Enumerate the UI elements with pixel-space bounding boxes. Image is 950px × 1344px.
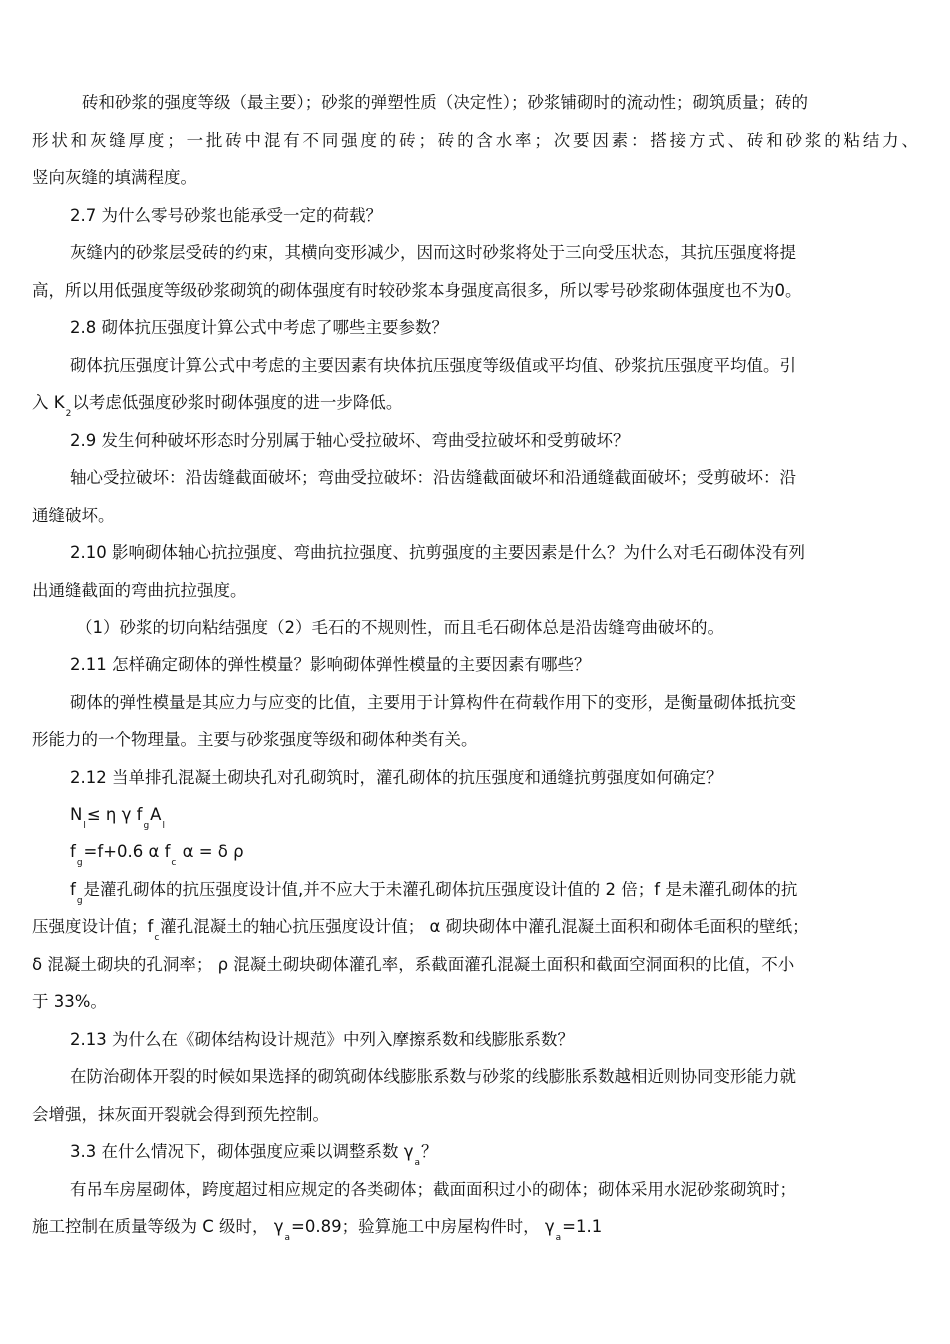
paragraph-line [70, 879, 797, 904]
text-run: α = δ ρ [177, 842, 244, 861]
subscript: c [171, 858, 177, 868]
text-run: =1.1 [562, 1217, 603, 1236]
text-run: ？ [421, 1142, 438, 1161]
text-run: 3.3 在什么情况下，砌体强度应乘以调整系数 γ [70, 1142, 414, 1161]
subscript: a [555, 1233, 562, 1243]
paragraph-line: 竖向灰缝的填满程度。 [32, 168, 197, 187]
question-heading: 2.12 当单排孔混凝土砌块孔对孔砌筑时，灌孔砌体的抗压强度和通缝抗剪强度如何确定？ [70, 768, 723, 787]
text-run: =f+0.6 α f [83, 842, 171, 861]
text-run: ≤ η γ f [86, 805, 143, 824]
text-run: 压强度设计值；f [32, 917, 154, 936]
paragraph-line: 形状和灰缝厚度；一批砖中混有不同强度的砖；砖的含水率；次要因素：搭接方式、砖和砂浆的粘结力、 [32, 131, 918, 150]
paragraph-line: 通缝破坏。 [32, 506, 115, 525]
text-run: f [70, 880, 76, 899]
text-run: 入 K [32, 393, 65, 412]
question-heading: 2.10 影响砌体轴心抗拉强度、弯曲抗拉强度、抗剪强度的主要因素是什么？为什么对毛石砌体没有列 [70, 543, 805, 562]
paragraph-line: δ 混凝土砌块的孔洞率； ρ 混凝土砌块砌体灌孔率，系截面灌孔混凝土面积和截面空洞面积的比值，不小 [32, 955, 795, 974]
paragraph-line [32, 392, 402, 417]
subscript: a [284, 1233, 291, 1243]
paragraph-line [32, 1216, 602, 1241]
text-run: 是灌孔砌体的抗压强度设计值,并不应大于未灌孔砌体抗压强度设计值的 2 倍；f 是未灌孔砌体的抗 [83, 880, 798, 899]
paragraph-line: 在防治砌体开裂的时候如果选择的砌筑砌体线膨胀系数与砂浆的线膨胀系数越相近则协同变形能力就 [70, 1067, 796, 1086]
text-run: N [70, 805, 83, 824]
question-heading: 2.11 怎样确定砌体的弹性模量？影响砌体弹性模量的主要因素有哪些？ [70, 655, 591, 674]
paragraph-line: 会增强，抹灰面开裂就会得到预先控制。 [32, 1105, 329, 1124]
text-run: 施工控制在质量等级为 C 级时， γ [32, 1217, 284, 1236]
paragraph-line: 砌体的弹性模量是其应力与应变的比值，主要用于计算构件在荷载作用下的变形，是衡量砌体抵抗变 [70, 693, 796, 712]
paragraph-line: 形能力的一个物理量。主要与砂浆强度等级和砌体种类有关。 [32, 730, 478, 749]
paragraph-line: 高，所以用低强度等级砂浆砌筑的砌体强度有时较砂浆本身强度高很多，所以零号砂浆砌体强度也不为0。 [32, 281, 802, 300]
subscript: g [76, 858, 83, 868]
paragraph-line: 砌体抗压强度计算公式中考虑的主要因素有块体抗压强度等级值或平均值、砂浆抗压强度平均值。引 [70, 356, 796, 375]
question-heading [70, 1141, 438, 1166]
question-heading: 2.13 为什么在《砌体结构设计规范》中列入摩擦系数和线膨胀系数？ [70, 1030, 574, 1049]
paragraph-line: （1）砂浆的切向粘结强度（2）毛石的不规则性，而且毛石砌体总是沿齿缝弯曲破坏的。 [76, 618, 724, 637]
formula-line [70, 804, 166, 829]
subscript: g [143, 821, 150, 831]
paragraph-line: 轴心受拉破坏：沿齿缝截面破坏；弯曲受拉破坏：沿齿缝截面破坏和沿通缝截面破坏；受剪破坏：沿 [70, 468, 796, 487]
question-heading: 2.8 砌体抗压强度计算公式中考虑了哪些主要参数？ [70, 318, 448, 337]
question-heading: 出通缝截面的弯曲抗拉强度。 [32, 581, 247, 600]
subscript: 2 [65, 409, 72, 419]
paragraph-line: 有吊车房屋砌体，跨度超过相应规定的各类砌体；截面面积过小的砌体；砌体采用水泥砂浆砌筑时； [70, 1180, 796, 1199]
text-run: 以考虑低强度砂浆时砌体强度的进一步降低。 [72, 393, 403, 412]
subscript: l [83, 821, 86, 831]
subscript: a [414, 1158, 421, 1168]
text-run: 灌孔混凝土的轴心抗压强度设计值； α 砌块砌体中灌孔混凝土面积和砌体毛面积的壁纸； [160, 917, 809, 936]
text-run: =0.89；验算施工中房屋构件时， γ [291, 1217, 555, 1236]
text-run: A [150, 805, 162, 824]
paragraph-line: 于 33%。 [32, 992, 107, 1011]
subscript: l [162, 821, 165, 831]
formula-line [70, 841, 244, 866]
paragraph-line: 灰缝内的砂浆层受砖的约束，其横向变形减少，因而这时砂浆将处于三向受压状态，其抗压强度将提 [70, 243, 796, 262]
paragraph-line [32, 916, 809, 941]
text-run: f [70, 842, 76, 861]
paragraph-line: 砖和砂浆的强度等级（最主要）；砂浆的弹塑性质（决定性）；砂浆铺砌时的流动性；砌筑质量；砖的 [82, 93, 808, 112]
subscript: c [154, 933, 160, 943]
question-heading: 2.7 为什么零号砂浆也能承受一定的荷载？ [70, 206, 382, 225]
question-heading: 2.9 发生何种破坏形态时分别属于轴心受拉破坏、弯曲受拉破坏和受剪破坏？ [70, 431, 630, 450]
subscript: g [76, 896, 83, 906]
